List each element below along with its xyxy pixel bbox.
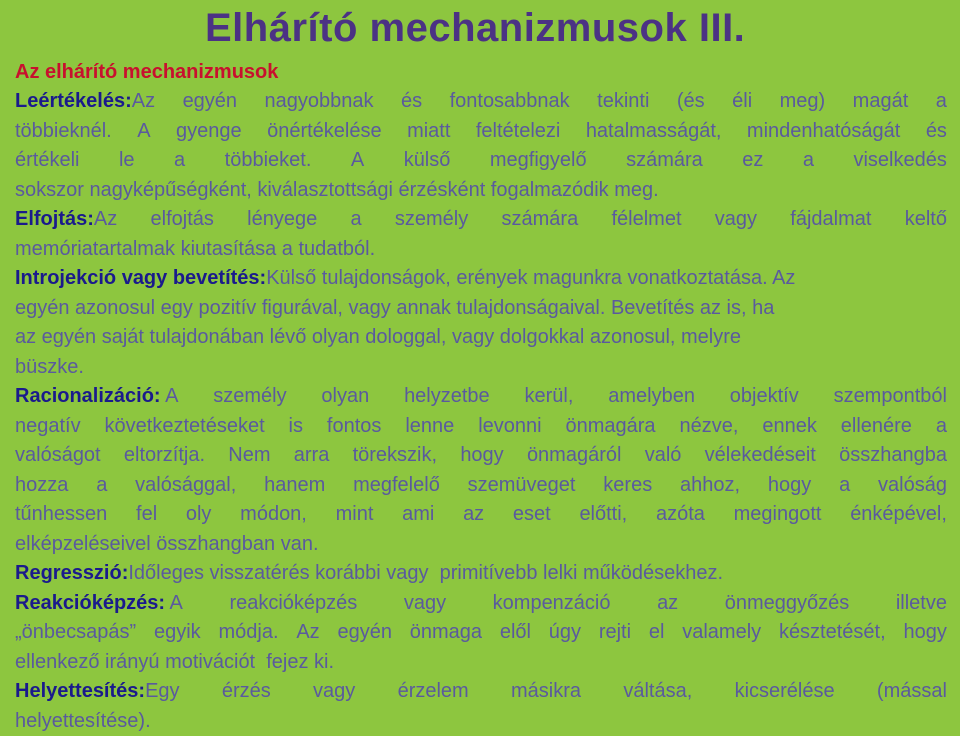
slide-title: Elhárító mechanizmusok III. xyxy=(205,6,745,51)
line-word: önértékelése xyxy=(267,117,382,147)
line-word: azóta xyxy=(656,500,705,530)
line-text: memóriatartalmak kiutasítása a tudatból. xyxy=(15,238,375,260)
text-line xyxy=(15,353,947,383)
line-word: oly xyxy=(186,500,212,530)
line-word: „önbecsapás” xyxy=(15,618,136,648)
line-word: rejti xyxy=(599,618,631,648)
line-word: önmagára xyxy=(566,412,656,442)
line-word: elfojtás xyxy=(151,205,214,235)
line-word: többieknél. xyxy=(15,117,112,147)
line-word: önmagáról xyxy=(527,441,622,471)
line-word: az xyxy=(657,589,678,619)
line-word: személy xyxy=(395,205,468,235)
line-text: ellenkező irányú motivációt fejez ki. xyxy=(15,651,334,673)
line-word: való xyxy=(645,441,682,471)
text-line xyxy=(15,471,947,501)
line-word: tűnhessen xyxy=(15,500,107,530)
line-word: kicserélése xyxy=(735,677,835,707)
line-word: érzés xyxy=(222,677,271,707)
line-word: önmeggyőzés xyxy=(725,589,850,619)
line-word: el xyxy=(649,618,665,648)
line-word: tekinti xyxy=(597,87,649,117)
line-word: önmaga xyxy=(410,618,482,648)
line-word: viselkedés xyxy=(853,146,946,176)
line-word: eset xyxy=(513,500,551,530)
line-word: énképével, xyxy=(850,500,947,530)
text-line xyxy=(15,117,947,147)
line-word: félelmet xyxy=(611,205,681,235)
line-word: hozza xyxy=(15,471,68,501)
text-line xyxy=(15,677,947,707)
line-word: reakcióképzés xyxy=(229,589,357,619)
line-word: következtetéseket xyxy=(105,412,265,442)
text-line xyxy=(15,441,947,471)
line-word: Racionalizáció: A xyxy=(15,382,178,412)
line-word: levonni xyxy=(478,412,541,442)
text-line xyxy=(15,264,947,294)
line-text: Időleges visszatérés korábbi vagy primitívebb lelki működésekhez. xyxy=(128,562,723,584)
line-word: szempontból xyxy=(834,382,947,412)
line-word: a xyxy=(936,87,947,117)
line-word: negatív xyxy=(15,412,81,442)
line-word: kompenzáció xyxy=(493,589,611,619)
line-word: a xyxy=(96,471,107,501)
line-word: mint xyxy=(336,500,374,530)
line-word: törekszik, xyxy=(353,441,437,471)
line-word: és xyxy=(401,87,422,117)
line-word: úgy xyxy=(549,618,581,648)
term-label: Leértékelés: xyxy=(15,90,132,112)
text-line xyxy=(15,648,947,678)
line-word: le xyxy=(119,146,135,176)
line-word: valóság xyxy=(878,471,947,501)
line-word: keres xyxy=(603,471,652,501)
term-label: Racionalizáció: xyxy=(15,385,161,407)
text-line xyxy=(15,559,947,589)
line-text: büszke. xyxy=(15,356,84,378)
text-line xyxy=(15,707,947,736)
line-word: ez xyxy=(742,146,763,176)
line-word: hatalmasságát, xyxy=(586,117,722,147)
line-word: megfigyelő xyxy=(490,146,587,176)
line-word: késztetését, xyxy=(779,618,886,648)
line-text: elképzeléseivel összhangban van. xyxy=(15,533,319,555)
line-word: érzelem xyxy=(398,677,469,707)
line-word: lenne xyxy=(405,412,454,442)
line-word: másikra xyxy=(511,677,581,707)
slide-body xyxy=(15,87,947,736)
line-word: összhangba xyxy=(839,441,947,471)
line-word: ami xyxy=(402,500,434,530)
line-word: váltása, xyxy=(623,677,692,707)
term-label: Reakcióképzés: xyxy=(15,592,165,614)
line-word: miatt xyxy=(407,117,450,147)
line-word: Leértékelés:Az xyxy=(15,87,155,117)
text-line xyxy=(15,87,947,117)
text-line xyxy=(15,235,947,265)
text-line xyxy=(15,589,947,619)
line-word: vagy xyxy=(715,205,757,235)
term-label: Introjekció vagy bevetítés: xyxy=(15,267,266,289)
line-word: egyén xyxy=(183,87,238,117)
term-label: Elfojtás: xyxy=(15,208,94,230)
slide-subtitle: Az elhárító mechanizmusok xyxy=(15,61,278,84)
line-word: vélekedéseit xyxy=(705,441,816,471)
line-word: valóságot xyxy=(15,441,101,471)
text-line xyxy=(15,205,947,235)
line-word: előtti, xyxy=(579,500,627,530)
text-line xyxy=(15,382,947,412)
line-word: vagy xyxy=(313,677,355,707)
line-word: hogy xyxy=(903,618,946,648)
line-word: az xyxy=(463,500,484,530)
line-word: egyik xyxy=(154,618,201,648)
line-word: számára xyxy=(502,205,579,235)
line-word: személy xyxy=(213,382,286,412)
line-word: meg) xyxy=(780,87,826,117)
line-word: ahhoz, xyxy=(680,471,740,501)
line-word: fel xyxy=(136,500,157,530)
line-word: (és xyxy=(677,87,705,117)
line-word: eltorzítja. xyxy=(124,441,205,471)
line-word: megfelelő xyxy=(353,471,440,501)
text-line xyxy=(15,530,947,560)
text-line xyxy=(15,412,947,442)
line-word: A xyxy=(137,117,150,147)
line-word: amelyben xyxy=(608,382,695,412)
text-line xyxy=(15,323,947,353)
line-word: számára xyxy=(626,146,703,176)
line-text: Külső tulajdonságok, erények magunkra vonatkoztatása. Az xyxy=(266,267,795,289)
line-text: az egyén saját tulajdonában lévő olyan dologgal, vagy dolgokkal azonosul, melyre xyxy=(15,326,741,348)
line-word: hogy xyxy=(768,471,811,501)
line-word: ennek xyxy=(762,412,817,442)
line-word: valamely xyxy=(682,618,761,648)
text-line xyxy=(15,176,947,206)
line-word: többieket. xyxy=(225,146,312,176)
line-text: helyettesítése). xyxy=(15,710,151,732)
line-word: fontos xyxy=(327,412,381,442)
text-line xyxy=(15,618,947,648)
line-word: Az xyxy=(296,618,319,648)
line-word: valósággal, xyxy=(135,471,236,501)
line-word: nagyobbnak xyxy=(265,87,374,117)
line-word: vagy xyxy=(404,589,446,619)
line-word: kerül, xyxy=(525,382,574,412)
text-line xyxy=(15,500,947,530)
line-word: Nem xyxy=(228,441,270,471)
line-word: éli xyxy=(732,87,752,117)
line-word: fontosabbnak xyxy=(450,87,570,117)
line-word: Elfojtás:Az xyxy=(15,205,117,235)
line-word: hogy xyxy=(460,441,503,471)
line-word: feltételezi xyxy=(476,117,561,147)
line-word: módja. xyxy=(218,618,278,648)
line-word: magát xyxy=(853,87,909,117)
line-word: lényege xyxy=(247,205,317,235)
line-word: a xyxy=(350,205,361,235)
line-word: ellenére xyxy=(841,412,912,442)
line-text: sokszor nagyképűségként, kiválasztottsági érzésként fogalmazódik meg. xyxy=(15,179,659,201)
text-line xyxy=(15,294,947,324)
term-label: Helyettesítés: xyxy=(15,680,145,702)
line-word: Helyettesítés:Egy xyxy=(15,677,180,707)
line-word: gyenge xyxy=(176,117,242,147)
line-word: (mással xyxy=(877,677,947,707)
line-word: módon, xyxy=(240,500,307,530)
line-word: szemüveget xyxy=(468,471,576,501)
line-word: keltő xyxy=(905,205,947,235)
line-word: külső xyxy=(404,146,451,176)
line-word: a xyxy=(803,146,814,176)
line-word: egyén xyxy=(337,618,392,648)
line-word: a xyxy=(839,471,850,501)
line-word: a xyxy=(936,412,947,442)
line-word: és xyxy=(926,117,947,147)
line-word: A xyxy=(351,146,364,176)
line-word: fájdalmat xyxy=(790,205,871,235)
line-word: helyzetbe xyxy=(404,382,490,412)
term-label: Regresszió: xyxy=(15,562,128,584)
line-word: Reakcióképzés: A xyxy=(15,589,183,619)
line-word: hanem xyxy=(264,471,325,501)
line-word: nézve, xyxy=(679,412,738,442)
line-word: megingott xyxy=(734,500,822,530)
line-text: egyén azonosul egy pozitív figurával, vagy annak tulajdonságaival. Bevetítés az is, ha xyxy=(15,297,774,319)
line-word: elől xyxy=(500,618,531,648)
line-word: illetve xyxy=(896,589,947,619)
line-word: a xyxy=(174,146,185,176)
text-line xyxy=(15,146,947,176)
line-word: objektív xyxy=(730,382,799,412)
line-word: mindenhatóságát xyxy=(747,117,900,147)
line-word: is xyxy=(289,412,303,442)
line-word: olyan xyxy=(321,382,369,412)
line-word: arra xyxy=(294,441,330,471)
line-word: értékeli xyxy=(15,146,79,176)
